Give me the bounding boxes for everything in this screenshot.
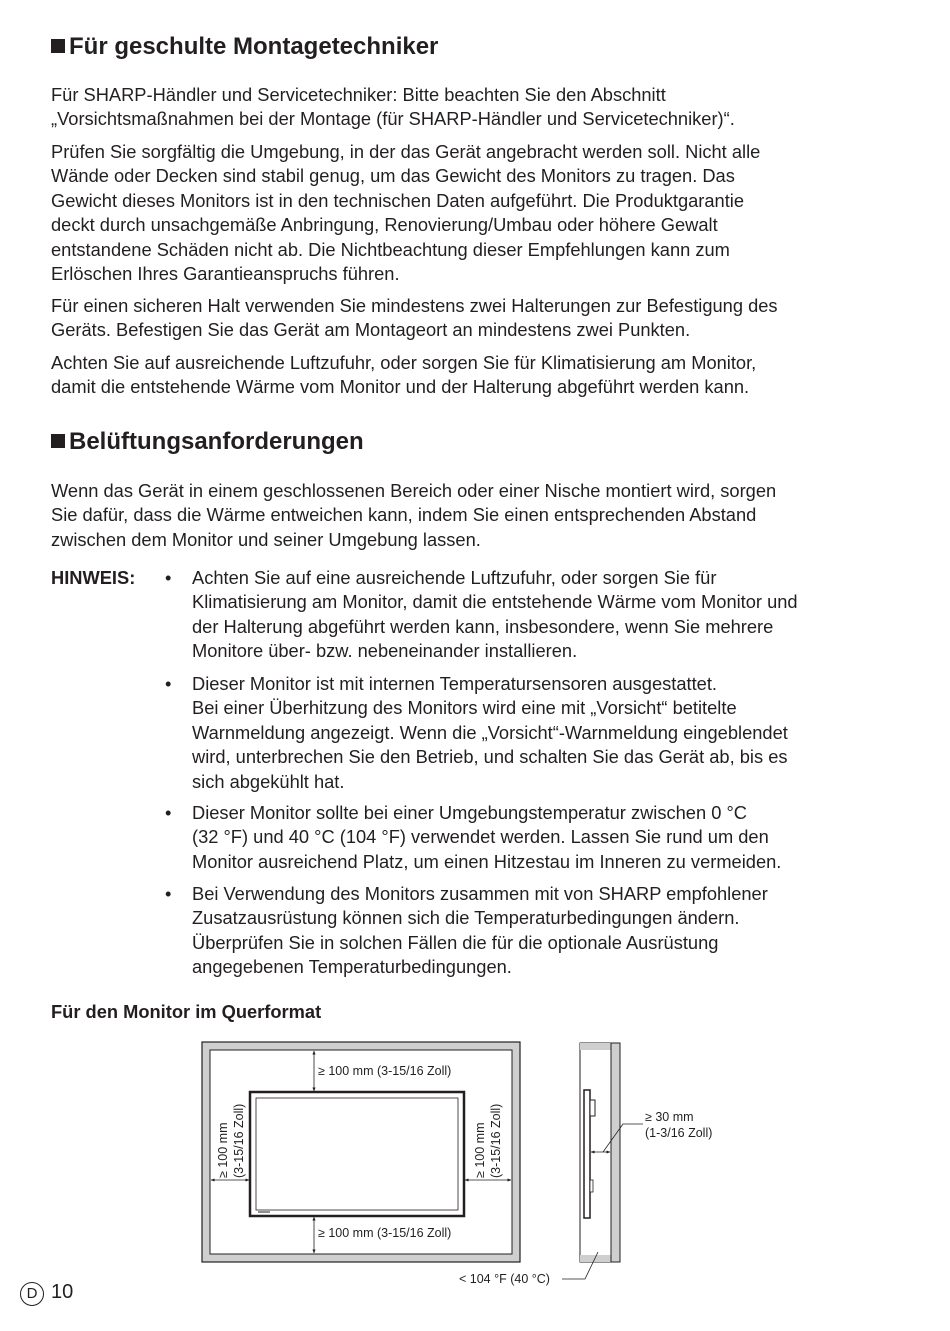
paragraph: Wenn das Gerät in einem geschlossenen Bereich oder einer Nische montiert wird, sorgen Sie dafür, dass die Wärme entweichen kann, indem Sie einen entsprechenden Abstand zwischen dem Monitor und seiner Umgebung lassen. (51, 480, 777, 550)
monitor-side-bracket (590, 1100, 595, 1116)
note-bullet: Achten Sie auf eine ausreichende Luftzufuhr, oder sorgen Sie für Klimatisierung am Monitor, damit die entstehende Wärme vom Monitor und der Halterung abgeführt werden kann, insbesondere, wenn Sie mehrere Monitore über- bzw. nebeneinander installieren. (192, 567, 798, 662)
language-code-badge: D (20, 1282, 44, 1306)
note-label: HINWEIS: (51, 567, 136, 588)
monitor-front (250, 1092, 464, 1216)
top-clearance-label: ≥ 100 mm (3-15/16 Zoll) (318, 1064, 452, 1078)
rear-clearance-label-2: (1-3/16 Zoll) (645, 1126, 713, 1140)
page-number: 10 (51, 1281, 74, 1303)
left-clearance-label-1: ≥ 100 mm (216, 1122, 230, 1178)
bullet-marker: • (165, 802, 172, 823)
bullet-marker: • (165, 883, 172, 904)
temperature-label: < 104 °F (40 °C) (459, 1272, 550, 1286)
front-view (202, 1042, 520, 1262)
paragraph: Für einen sicheren Halt verwenden Sie mindestens zwei Halterungen zur Befestigung des Geräts. Befestigen Sie das Gerät am Montageort an mindestens zwei Punkten. (51, 295, 778, 341)
heading-square-icon (51, 434, 65, 448)
paragraph: Für SHARP-Händler und Servicetechniker: Bitte beachten Sie den Abschnitt „Vorsichtsmaßnahmen bei der Montage (für SHARP-Händler und Servicetechniker)“. (51, 84, 735, 130)
section-heading-installers: Für geschulte Montagetechniker (51, 33, 438, 61)
note-bullet: Dieser Monitor sollte bei einer Umgebungstemperatur zwischen 0 °C (32 °F) und 40 °C (104 °F) verwendet werden. Lassen Sie rund um den Monitor ausreichend Platz, um einen Hitzestau im Inneren zu vermeiden. (192, 802, 782, 872)
bullet-marker: • (165, 673, 172, 694)
left-clearance-label-2: (3-15/16 Zoll) (232, 1103, 246, 1178)
heading-square-icon (51, 39, 65, 53)
bullet-marker: • (165, 567, 172, 588)
right-clearance-label-1: ≥ 100 mm (473, 1122, 487, 1178)
section-heading-ventilation: Belüftungsanforderungen (51, 428, 364, 456)
side-wall (611, 1043, 620, 1262)
rear-clearance-label-1: ≥ 30 mm (645, 1110, 694, 1124)
monitor-side-foot (590, 1180, 593, 1192)
monitor-side (584, 1090, 590, 1218)
right-clearance-label-2: (3-15/16 Zoll) (489, 1103, 503, 1178)
note-bullet: Dieser Monitor ist mit internen Temperatursensoren ausgestattet. Bei einer Überhitzung des Monitors wird eine mit „Vorsicht“ betitelte Warnmeldung angezeigt. Wenn die „Vorsicht“-Warnmeldung eingeblendet wird, unterbrechen Sie den Betrieb, und schalten Sie das Gerät ab, bis es sich abgekühlt hat. (192, 673, 788, 792)
paragraph: Achten Sie auf ausreichende Luftzufuhr, oder sorgen Sie für Klimatisierung am Monitor, damit die entstehende Wärme vom Monitor und der Halterung abgeführt werden kann. (51, 352, 757, 398)
note-bullet: Bei Verwendung des Monitors zusammen mit von SHARP empfohlener Zusatzausrüstung können sich die Temperaturbedingungen ändern. Überprüfen Sie in solchen Fällen die für die optionale Ausrüstung angegebenen Temperaturbedingungen. (192, 883, 768, 978)
figure-caption: Für den Monitor im Querformat (51, 1001, 322, 1022)
clearance-diagram (0, 1030, 950, 1290)
bottom-clearance-label: ≥ 100 mm (3-15/16 Zoll) (318, 1226, 452, 1240)
paragraph: Prüfen Sie sorgfältig die Umgebung, in der das Gerät angebracht werden soll. Nicht alle Wände oder Decken sind stabil genug, um das Gewicht des Monitors zu tragen. Das Gewicht dieses Monitors ist in den technischen Daten aufgeführt. Die Produktgarantie deckt durch unsachgemäße Anbringung, Renovierung/Umbau oder höhere Gewalt entstandene Schäden nicht ab. Die Nichtbeachtung dieser Empfehlungen kann zum Erlöschen Ihres Garantieanspruchs führen. (51, 141, 761, 285)
